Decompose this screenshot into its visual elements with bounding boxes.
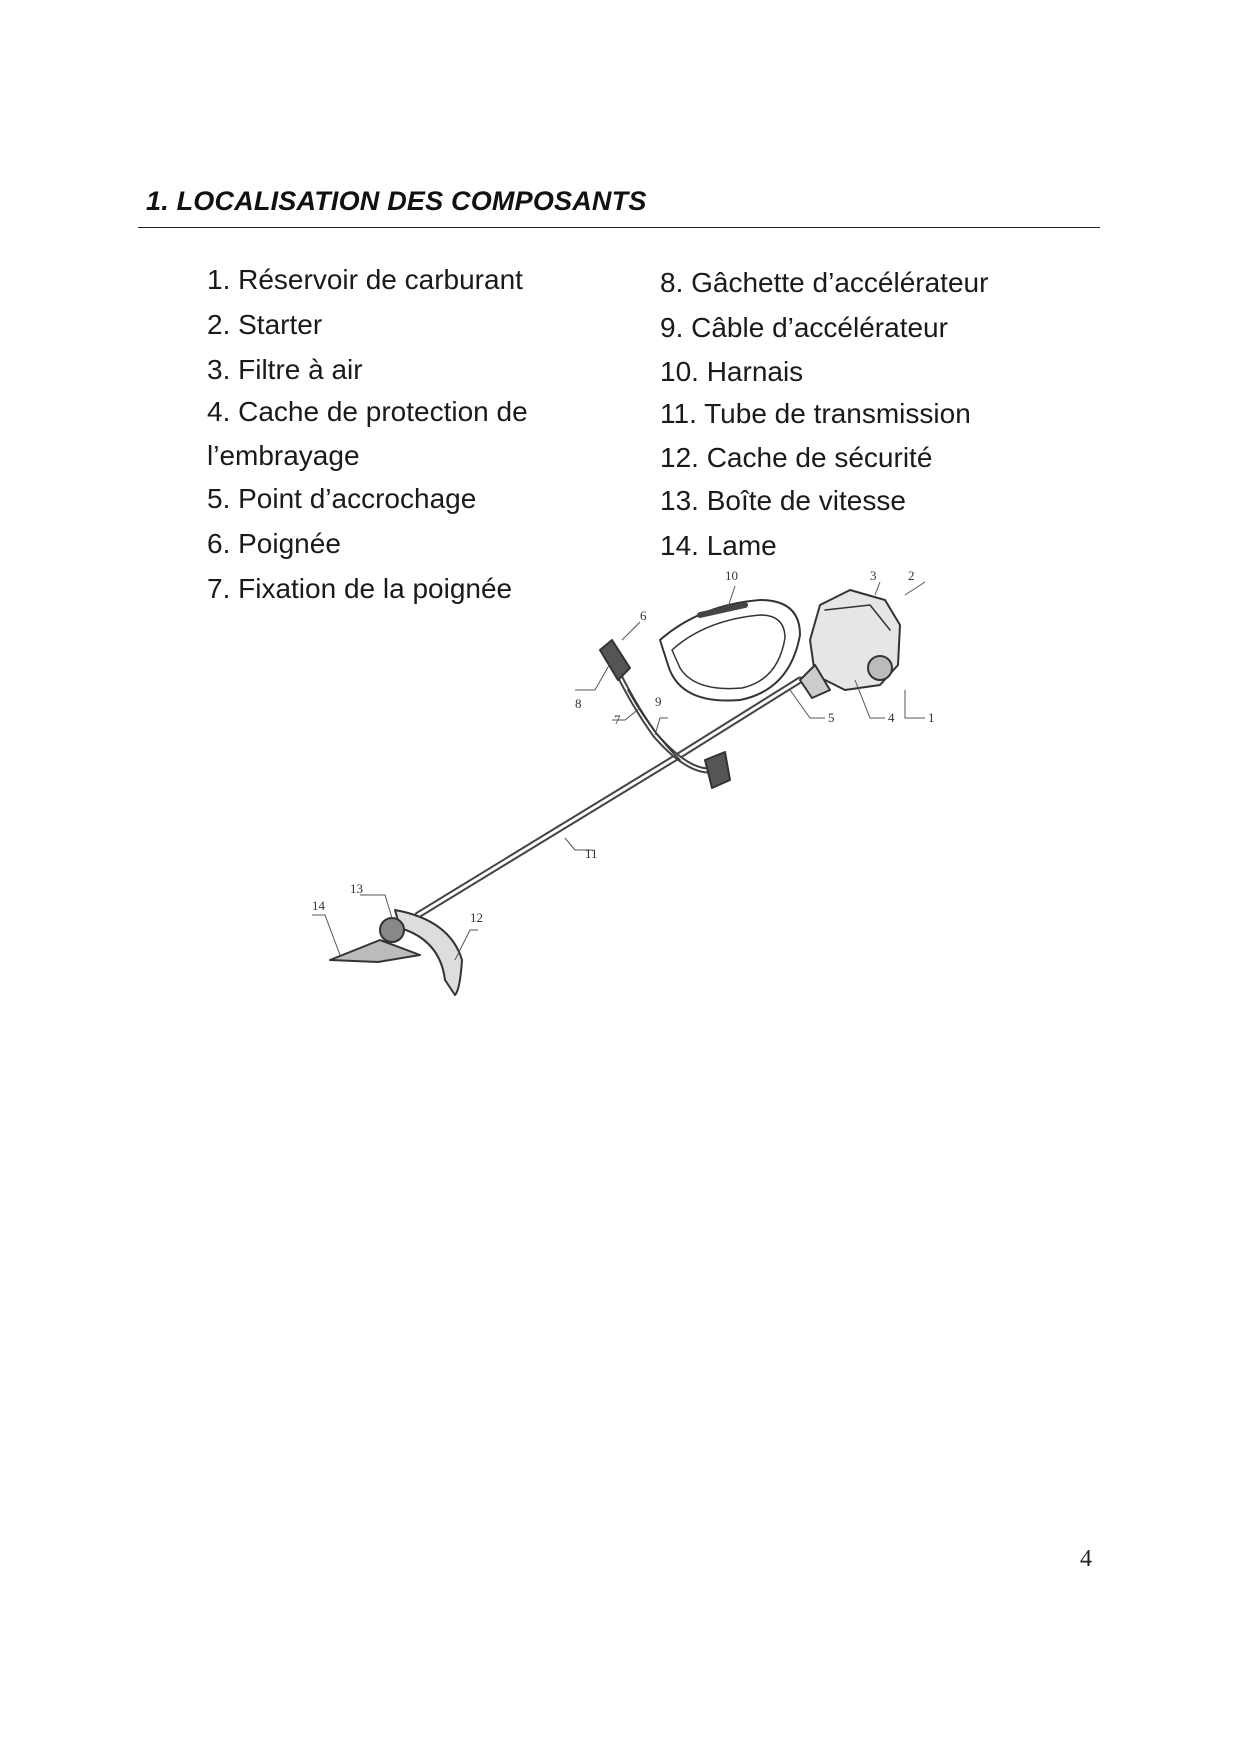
callout-3: 3	[870, 568, 877, 583]
list-item: 4. Cache de protection de	[207, 396, 528, 427]
title-divider	[138, 227, 1100, 228]
callout-14: 14	[312, 898, 325, 913]
callout-2: 2	[908, 568, 915, 583]
callout-8: 8	[575, 696, 582, 711]
section-title: 1. LOCALISATION DES COMPOSANTS	[146, 186, 647, 216]
list-item: 14. Lame	[660, 530, 777, 561]
list-item: 10. Harnais	[660, 356, 804, 387]
callout-13: 13	[350, 881, 363, 896]
list-item: 3. Filtre à air	[207, 354, 363, 385]
list-item: 11. Tube de transmission	[660, 398, 971, 429]
list-item: 13. Boîte de vitesse	[660, 485, 906, 516]
callout-10: 10	[725, 568, 738, 583]
callout-5: 5	[828, 710, 835, 725]
brush-cutter-diagram-icon	[300, 560, 1220, 1020]
list-item: 12. Cache de sécurité	[660, 442, 933, 473]
list-item: 2. Starter	[207, 309, 323, 340]
callout-6: 6	[640, 608, 647, 623]
callout-9: 9	[655, 694, 662, 709]
callout-7: 7	[614, 712, 621, 727]
callout-12: 12	[470, 910, 483, 925]
callout-1: 1	[928, 710, 935, 725]
callout-11: 11	[585, 846, 598, 861]
list-item: 7. Fixation de la poignée	[207, 573, 513, 604]
list-item: 1. Réservoir de carburant	[207, 264, 523, 295]
list-item: l’embrayage	[207, 440, 360, 471]
list-item: 9. Câble d’accélérateur	[660, 312, 948, 343]
page-number: 4	[1080, 1546, 1092, 1572]
callout-4: 4	[888, 710, 895, 725]
list-item: 5. Point d’accrochage	[207, 483, 477, 514]
list-item: 6. Poignée	[207, 528, 341, 559]
list-item: 8. Gâchette d’accélérateur	[660, 267, 989, 298]
